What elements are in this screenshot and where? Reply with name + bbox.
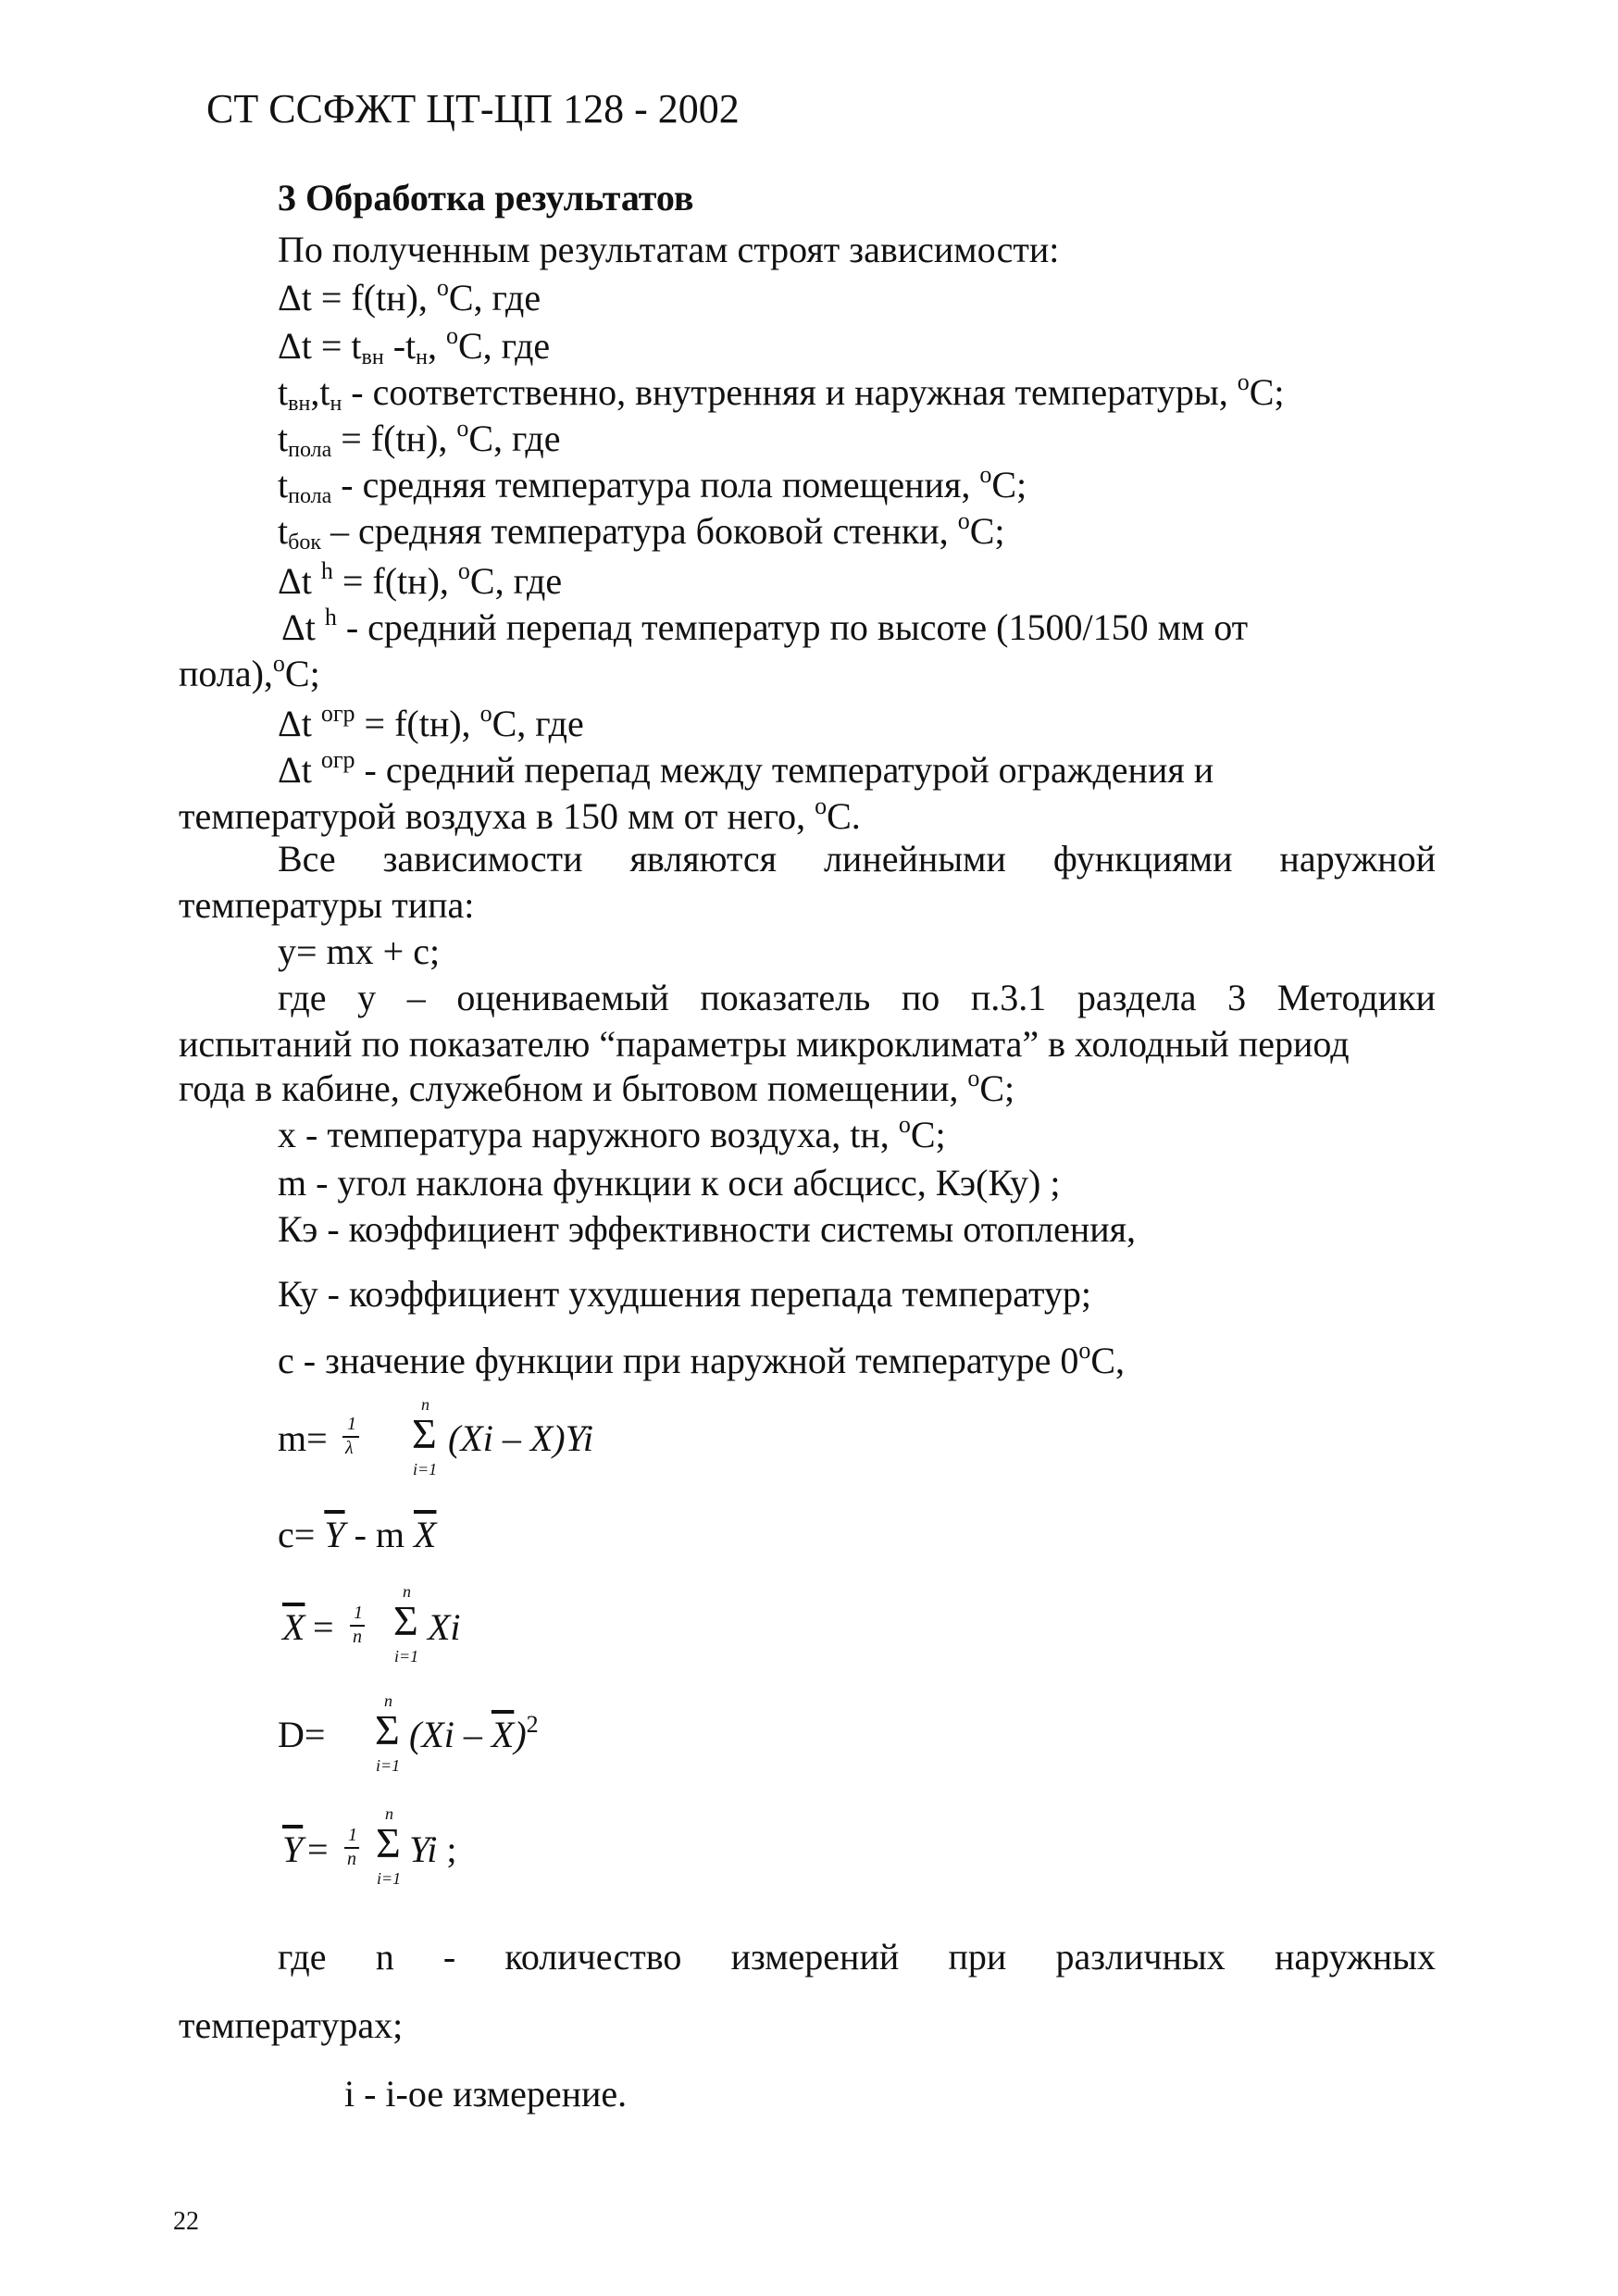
where-n-line2: температурах; (179, 2004, 404, 2046)
definition-m: m - угол наклона функции к оси абсцисс, Кэ(Ку) ; (278, 1162, 1061, 1204)
definition-dth-line2: пола),$^o$C; (179, 650, 320, 694)
paragraph-where-line3: года в кабине, служебном и бытовом помещении, $^o$C; (179, 1065, 1015, 1109)
intro-line: По полученным результатам строят зависимости: (278, 229, 1060, 270)
definition-tbok: $t_{бок}$ – средняя температура боковой стенки, $^o$C; (278, 507, 1005, 555)
document-page: СТ ССФЖТ ЦТ-ЦП 128 - 2002 3 Обработка результатов По полученным результатам строят зависимости: Δt = f(tн), $^o$C, где $\Delta t = t_{вн}$ $-t_н$, $^o$C, где $t_{вн},t_н$ - соответственно, внутренняя и наружная температуры, $^o$C; $t_{пола} = f(tн)$, $^o$C, где $t_{пола}$ - средняя температура пола помещения, $^o$C; $t_{бок}$ – средняя температура боковой стенки, $^o$C; Δt $^h$ = f(tн), $^o$C, где Δt $^h$ - средний перепад температур по высоте (1500/150 мм от пола),$^o$C; Δt $^{огр}$ = f(tн), $^o$C, где Δt $^{огр}$ - средний перепад между температурой ограждения и температурой воздуха в 150 мм от него, $^o$C. Все зависимости являются линейными функциями наружной температуры типа: y= mx + c; где у – оцениваемый показатель по п.3.1 раздела 3 Методики испытаний по показателю “параметры микроклимата” в холодный период года в кабине, служебном и бытовом помещении, $^o$C; x - температура наружного воздуха, tн, $^o$C; m - угол наклона функции к оси абсцисс, Кэ(Ку) ; Кэ - коэффициент эффективности системы отопления, Ку - коэффициент ухудшения перепада температур; с - значение функции при наружной температуре 0$^o$C, m= 1 λ n Σ i=1 (Xi – X)Yi $c= \overline{Y} - m$ $\overline{X}$ $\overline{X}$ = 1 n n Σ i=1 Xi D= n Σ i=1 $(Xi - \overline{X})^2$ $\overline{Y}$ = 1 n n Σ i=1 Yi ; где n - количество измерений при различных наружных температурах; i - i-ое измерение. 22 (173, 86, 1436, 2236)
where-n-line1: где n - количество измерений при различных наружных (278, 1936, 1436, 1978)
definition-dth-line1: Δt $^h$ - средний перепад температур по высоте (1500/150 мм от (281, 604, 1249, 648)
section-title: 3 Обработка результатов (278, 177, 694, 218)
paragraph-linear-line1: Все зависимости являются линейными функциями наружной (278, 838, 1436, 880)
formula-dt-diff: $\Delta t = t_{вн}$ $-t_н$, $^o$C, где (278, 322, 551, 369)
paragraph-where-line1: где у – оцениваемый показатель по п.3.1 раздела 3 Методики (278, 977, 1436, 1018)
definition-tvn-tn: $t_{вн},t_н$ - соответственно, внутренняя и наружная температуры, $^o$C; (278, 368, 1285, 416)
definition-dtogr-line2: температурой воздуха в 150 мм от него, $^o$C. (179, 792, 861, 837)
definition-tpola: $t_{пола}$ - средняя температура пола помещения, $^o$C; (278, 461, 1027, 508)
definition-x: x - температура наружного воздуха, tн, $^o$C; (278, 1111, 946, 1155)
paragraph-linear-line2: температуры типа: (179, 884, 475, 926)
definition-dtogr-line1: Δt $^{огр}$ - средний перепад между температурой ограждения и (278, 746, 1214, 791)
definition-ke: Кэ - коэффициент эффективности системы отопления, (278, 1208, 1137, 1250)
paragraph-where-line2: испытаний по показателю “параметры микроклимата” в холодный период (179, 1023, 1350, 1065)
definition-ky: Ку - коэффициент ухудшения перепада температур; (278, 1273, 1092, 1315)
document-code-header: СТ ССФЖТ ЦТ-ЦП 128 - 2002 (206, 86, 740, 131)
formula-tpola: $t_{пола} = f(tн)$, $^o$C, где (278, 415, 561, 462)
formula-dth: Δt $^h$ = f(tн), $^o$C, где (278, 557, 563, 602)
formula-c: $c= \overline{Y} - m$ $\overline{X}$ (278, 1514, 437, 1555)
where-i-line: i - i-ое измерение. (344, 2073, 628, 2115)
formula-dtogr: Δt $^{огр}$ = f(tн), $^o$C, где (278, 700, 584, 744)
linear-equation: y= mx + c; (278, 930, 441, 972)
definition-c: с - значение функции при наружной температуре 0$^o$C, (278, 1337, 1126, 1381)
page-number: 22 (173, 2207, 199, 2236)
formula-dt-f: Δt = f(tн), $^o$C, где (278, 274, 541, 318)
